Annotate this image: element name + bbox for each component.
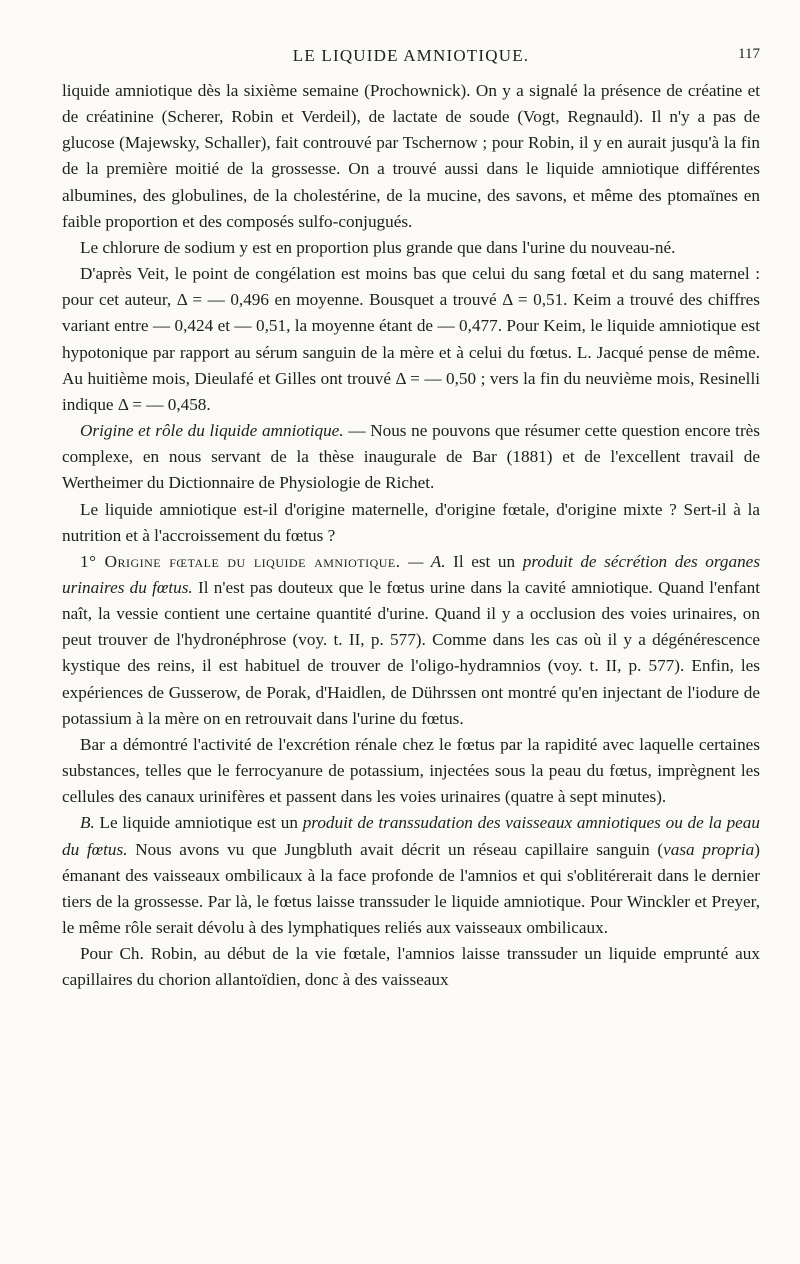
paragraph-fetal-origin	[62, 549, 760, 732]
page-number: 117	[738, 46, 760, 62]
subsection-marker-b: B.	[80, 813, 95, 833]
body-text	[62, 78, 760, 993]
running-header	[62, 46, 760, 68]
fetal-origin-italic: produit de sécrétion des organes urinaires du fœtus.	[62, 551, 761, 597]
transudation-text-2: ) émanant des vaisseaux ombilicaux à la face profonde de l'amnios et qui s'oblitérerait dans le dernier tiers de la grossesse. Par là, le fœtus laisse transsuder le liquide amniotique. Pour Winckler et Preyer, le même rôle serait dévolu à des lymphatiques reliés aux vaisseaux ombilicaux.	[62, 839, 760, 937]
fetal-origin-pre: Il est un	[453, 551, 516, 571]
paragraph-renal-excretion: Bar a démontré l'activité de l'excrétion rénale chez le fœtus par la rapidité avec laquelle certaines substances, telles que le ferrocyanure de potassium, injectées sous la peau du fœtus, imprègnent les cellules des canaux urinifères et passent dans les voies urinaires (quatre à sept minutes).	[62, 734, 760, 807]
running-title: LE LIQUIDE AMNIOTIQUE.	[292, 46, 530, 65]
paragraph-sodium-chloride: Le chlorure de sodium y est en proportion plus grande que dans l'urine du nouveau-né.	[80, 237, 676, 257]
paragraph-robin: Pour Ch. Robin, au début de la vie fœtale, l'amnios laisse transsuder un liquide emprunté aux capillaires du chorion allantoïdien, donc à des vaisseaux	[62, 944, 760, 990]
paragraph-continuation: liquide amniotique dès la sixième semaine (Prochownick). On y a signalé la présence de créatine et de créatinine (Scherer, Robin et Verdeil), de lactate de soude (Vogt, Regnauld). Il n'y a pas de glucose (Majewsky, Schaller), fait controuvé par Tschernow ; pour Robin, il y en aurait jusqu'à la fin de la première moitié de la grossesse. On a trouvé aussi dans le liquide amniotique différentes albumines, des globulines, de la cholestérine, de la mucine, des savons, et même des ptomaïnes en faible proportion et des composés sulfo-conjugués.	[62, 81, 760, 231]
section-heading-fetal-origin: 1° Origine fœtale du liquide amniotique.	[80, 551, 401, 571]
fetal-origin-text: Il n'est pas douteux que le fœtus urine dans la cavité amniotique. Quand l'enfant naît, la vessie contient une certaine quantité d'urine. Quand il y a occlusion des voies urinaires, on peut trouver de l'hydronéphrose (voy. t. II, p. 577). Comme dans les cas où il y a dégénérescence kystique des reins, il est habituel de trouver de l'oligo-hydramnios (voy. t. II, p. 577). Enfin, les expériences de Gusserow, de Porak, d'Haidlen, de Dührssen ont montré qu'en injectant de l'iodure de potassium à la mère on en retrouvait dans l'urine du fœtus.	[62, 577, 761, 728]
paragraph-questions: Le liquide amniotique est-il d'origine maternelle, d'origine fœtale, d'origine mixte ? Sert-il à la nutrition et à l'accroissement du fœtus ?	[62, 499, 760, 545]
section-lead-origin-role: Origine et rôle du liquide amniotique.	[80, 421, 344, 441]
paragraph-origin-role-text: — Nous ne pouvons que résumer cette question encore très complexe, en nous servant de la thèse inaugurale de Bar (1881) et de l'excellent travail de Wertheimer du Dictionnaire de Physiologie de Richet.	[62, 421, 760, 493]
transudation-italic: produit de transsudation des vaisseaux amniotiques ou de la peau du fœtus.	[62, 813, 760, 859]
transudation-text-1: Nous avons vu que Jungbluth avait décrit un réseau capillaire sanguin (	[135, 839, 664, 859]
transudation-pre: Le liquide amniotique est un	[99, 813, 298, 833]
paragraph-freezing-point: D'après Veit, le point de congélation est moins bas que celui du sang fœtal et du sang maternel : pour cet auteur, Δ = — 0,496 en moyenne. Bousquet a trouvé Δ = 0,51. Keim a trouvé des chiffres variant entre — 0,424 et — 0,51, la moyenne étant de — 0,477. Pour Keim, le liquide amniotique est hypotonique par rapport au sérum sanguin de la mère et à celui du fœtus. L. Jacqué pense de même. Au huitième mois, Dieulafé et Gilles ont trouvé Δ = — 0,50 ; vers la fin du neuvième mois, Resinelli indique Δ = — 0,458.	[62, 264, 760, 414]
vasa-propria-term: vasa propria	[663, 839, 755, 859]
subsection-marker-a: — A.	[408, 551, 446, 571]
paragraph-origin-role	[62, 418, 760, 496]
paragraph-transudation	[62, 810, 760, 941]
